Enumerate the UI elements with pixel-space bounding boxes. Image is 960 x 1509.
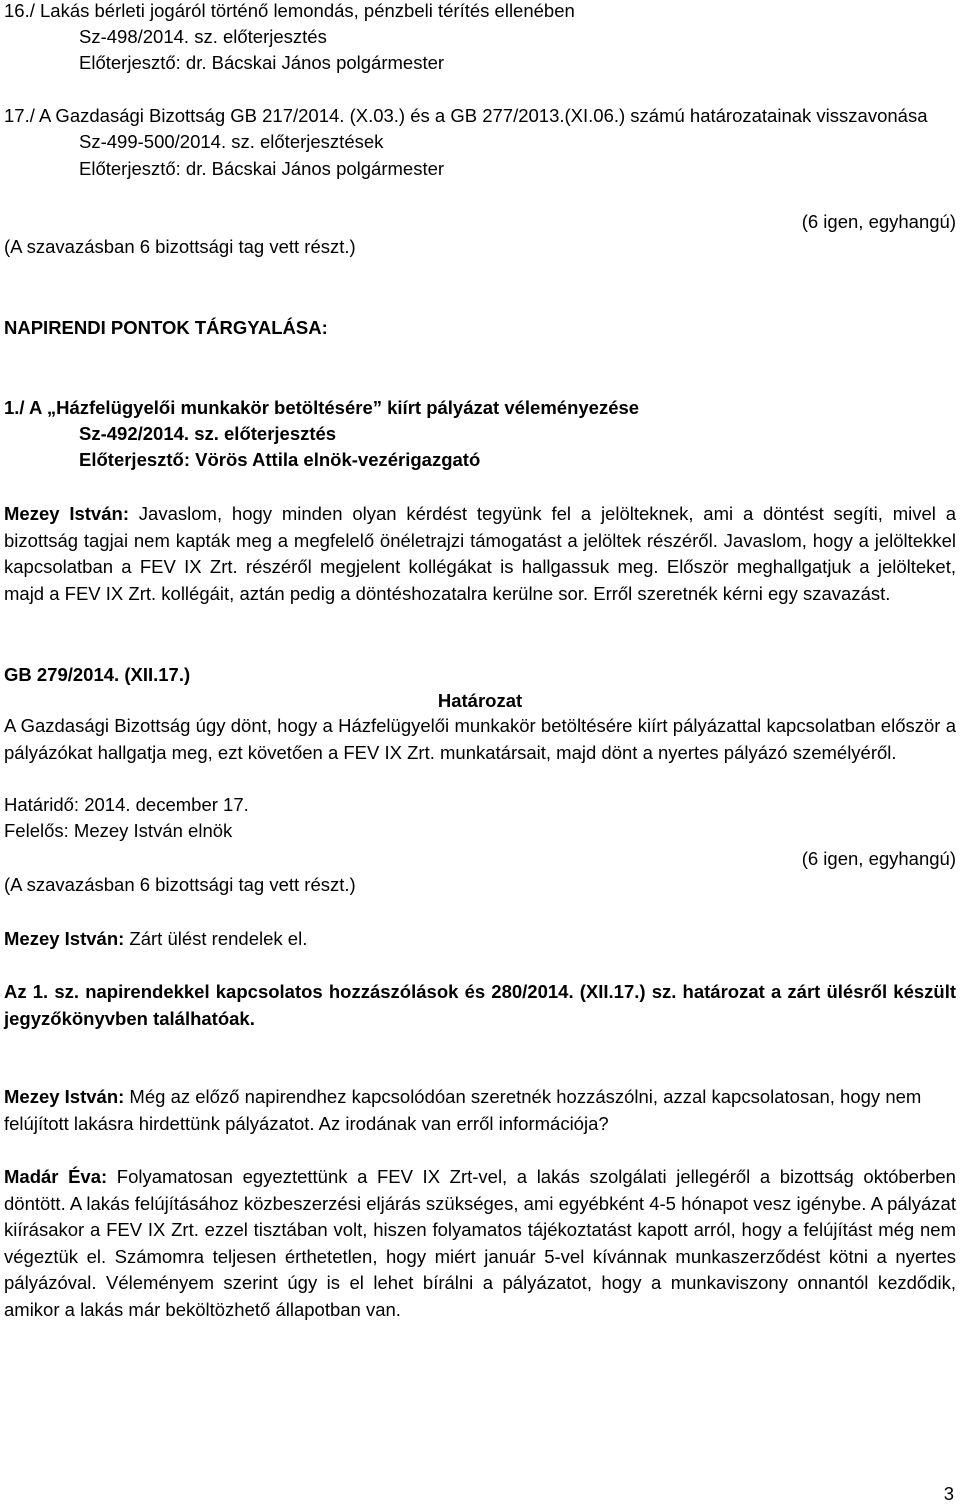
item1-presenter: Előterjesztő: Vörös Attila elnök-vezérigazgató: [79, 449, 481, 470]
speech-paragraph: [4, 501, 956, 607]
page-number: 3: [943, 1483, 954, 1504]
speaker-name: Mezey István:: [4, 1086, 125, 1107]
item16-title: 16./ Lakás bérleti jogáról történő lemondás, pénzbeli térítés ellenében: [4, 0, 575, 21]
speaker-name: Mezey István:: [4, 503, 129, 524]
speech-paragraph: [4, 1164, 956, 1323]
resolution-responsible: Felelős: Mezey István elnök: [4, 820, 233, 841]
item17-ref: Sz-499-500/2014. sz. előterjesztések: [79, 131, 384, 152]
item16-ref: Sz-498/2014. sz. előterjesztés: [79, 26, 327, 47]
resolution-participation: (A szavazásban 6 bizottsági tag vett részt.): [4, 874, 356, 895]
agenda-heading: NAPIRENDI PONTOK TÁRGYALÁSA:: [4, 317, 328, 338]
item17-participation: (A szavazásban 6 bizottsági tag vett részt.): [4, 236, 356, 257]
resolution-vote: (6 igen, egyhangú): [801, 848, 956, 869]
resolution-deadline: Határidő: 2014. december 17.: [4, 794, 249, 815]
speech-text: Folyamatosan egyeztettünk a FEV IX Zrt-vel, a lakás szolgálati jellegéről a bizottság októberben döntött. A lakás felújításához közbeszerzési eljárás szükséges, ami egyébként 4-5 hónapot vesz igénybe. A pályázat kiírásakor a FEV IX Zrt. ezzel tisztában volt, hiszen folyamatos tájékoztatást kapott arról, hogy a felújítást még nem végeztük el. Számomra teljesen érthetetlen, hogy miért január 5-vel kívánnak munkaszerződést kötni a nyertes pályázóval. Véleményem szerint úgy is el lehet bírálni a pályázatot, hogy a munkaviszony onnantól kezdődik, amikor a lakás már beköltözhető állapotban van.: [4, 1166, 956, 1320]
item17-title: 17./ A Gazdasági Bizottság GB 217/2014. (X.03.) és a GB 277/2013.(XI.06.) számú határozatainak visszavonása: [4, 105, 928, 126]
item17-presenter: Előterjesztő: dr. Bácskai János polgármester: [79, 158, 445, 179]
speech-text: Zárt ülést rendelek el.: [124, 928, 308, 949]
speech-paragraph: [4, 1084, 944, 1137]
resolution-number: GB 279/2014. (XII.17.): [4, 664, 191, 685]
item17-vote: (6 igen, egyhangú): [801, 211, 956, 232]
speaker-name: Madár Éva:: [4, 1166, 108, 1187]
closed-session-note: Az 1. sz. napirendekkel kapcsolatos hozzászólások és 280/2014. (XII.17.) sz. határozat a zárt ülésről készült jegyzőkönyvben találhatóak.: [4, 981, 956, 1029]
speaker-name: Mezey István:: [4, 928, 125, 949]
item1-title: 1./ A „Házfelügyelői munkakör betöltésére” kiírt pályázat véleményezése: [4, 397, 640, 418]
item16-presenter: Előterjesztő: dr. Bácskai János polgármester: [79, 52, 445, 73]
resolution-heading: Határozat: [437, 690, 523, 711]
resolution-text: A Gazdasági Bizottság úgy dönt, hogy a Házfelügyelői munkakör betöltésére kiírt pályázattal kapcsolatban először a pályázókat hallgatja meg, ezt követően a FEV IX Zrt. munkatársait, majd dönt a nyertes pályázó személyéről.: [4, 715, 956, 763]
speech-paragraph: [4, 926, 307, 952]
speech-text: Még az előző napirendhez kapcsolódóan szeretnék hozzászólni, azzal kapcsolatosan, hogy nem felújított lakásra hirdettünk pályázatot. Az irodának van erről információja?: [4, 1086, 922, 1134]
item1-ref: Sz-492/2014. sz. előterjesztés: [79, 423, 337, 444]
speech-text: Javaslom, hogy minden olyan kérdést tegyünk fel a jelölteknek, ami a döntést segíti, mivel a bizottság tagjai nem kapták meg a megfelelő önéletrajzi támogatást a jelöltek részéről. Javaslom, hogy a jelöltekkel kapcsolatban a FEV IX Zrt. részéről megjelent kollégákat is hallgassuk meg. Először meghallgatjuk a jelölteket, majd a FEV IX Zrt. kollégáit, aztán pedig a döntéshozatalra kerülne sor. Erről szeretnék kérni egy szavazást.: [4, 503, 957, 604]
